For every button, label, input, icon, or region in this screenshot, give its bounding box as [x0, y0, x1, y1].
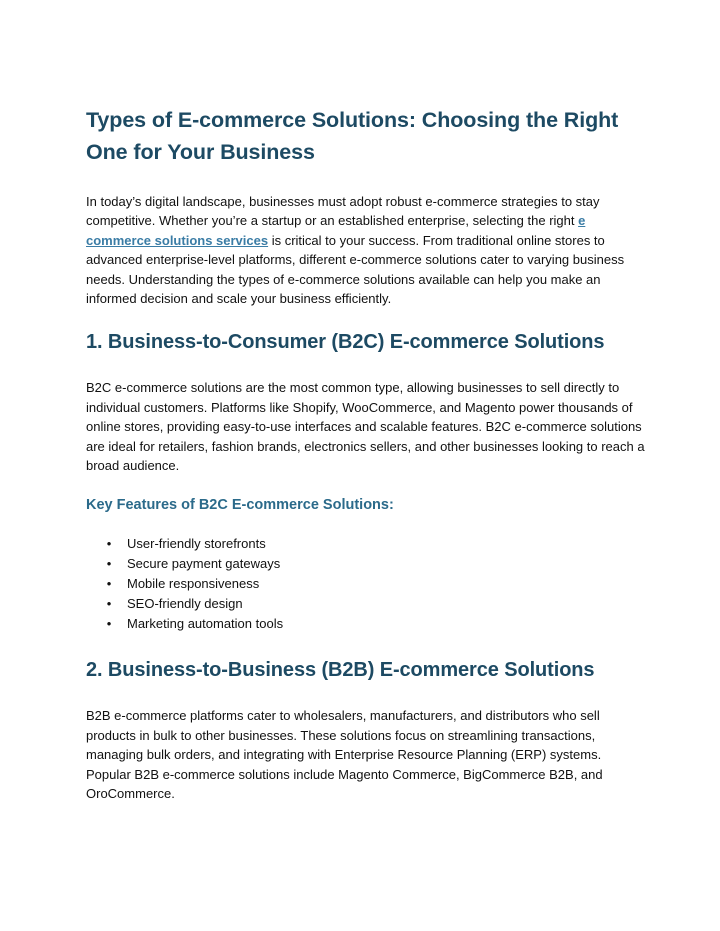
feature-text: User-friendly storefronts	[127, 536, 266, 552]
bullet-icon: •	[106, 616, 112, 632]
bullet-icon: •	[106, 556, 112, 572]
intro-text-after-link: is critical to your success. From traditional online stores to advanced enterprise-level platforms, different e-commerce solutions cater to varying business needs. Understanding the types of e-commerce solutions available can help you make an informed decision and scale your business efficiently.	[86, 232, 625, 307]
list-item	[86, 614, 646, 634]
b2b-section-paragraph: B2B e-commerce platforms cater to wholesalers, manufacturers, and distributors who sell products in bulk to other businesses. These solutions focus on streamlining transactions, managing bulk orders, and integrating with Enterprise Resource Planning (ERP) systems. Popular B2B e-commerce solutions include Magento Commerce, BigCommerce B2B, and OroCommerce.	[86, 708, 603, 802]
b2c-section-heading: 1. Business-to-Consumer (B2C) E-commerce Solutions	[86, 331, 605, 354]
intro-text-before-link: In today’s digital landscape, businesses must adopt robust e-commerce strategies to stay competitive. Whether you’re a startup or an established enterprise, selecting the right	[86, 194, 600, 229]
list-item	[86, 554, 646, 574]
bullet-icon: •	[106, 596, 112, 612]
feature-text: Secure payment gateways	[127, 556, 281, 572]
bullet-icon: •	[106, 576, 112, 592]
ecommerce-solutions-services-link[interactable]: e commerce solutions services	[86, 213, 586, 248]
b2c-section-paragraph: B2C e-commerce solutions are the most common type, allowing businesses to sell directly to individual customers. Platforms like Shopify, WooCommerce, and Magento power thousands of online stores, providing easy-to-use interfaces and scalable features. B2C e-commerce solutions are ideal for retailers, fashion brands, electronics sellers, and other businesses looking to reach a broad audience.	[86, 380, 645, 474]
feature-text: SEO-friendly design	[127, 596, 243, 612]
b2c-features-list	[86, 534, 646, 634]
b2b-section-heading: 2. Business-to-Business (B2B) E-commerce Solutions	[86, 659, 595, 682]
list-item	[86, 574, 646, 594]
document-page	[86, 104, 646, 804]
list-item	[86, 534, 646, 554]
list-item	[86, 594, 646, 614]
intro-paragraph	[86, 192, 646, 308]
bullet-icon: •	[106, 536, 112, 552]
feature-text: Marketing automation tools	[127, 616, 284, 632]
feature-text: Mobile responsiveness	[127, 576, 260, 592]
page-title: Types of E-commerce Solutions: Choosing the Right One for Your Business	[86, 108, 619, 164]
b2c-features-heading: Key Features of B2C E-commerce Solutions:	[86, 497, 394, 514]
